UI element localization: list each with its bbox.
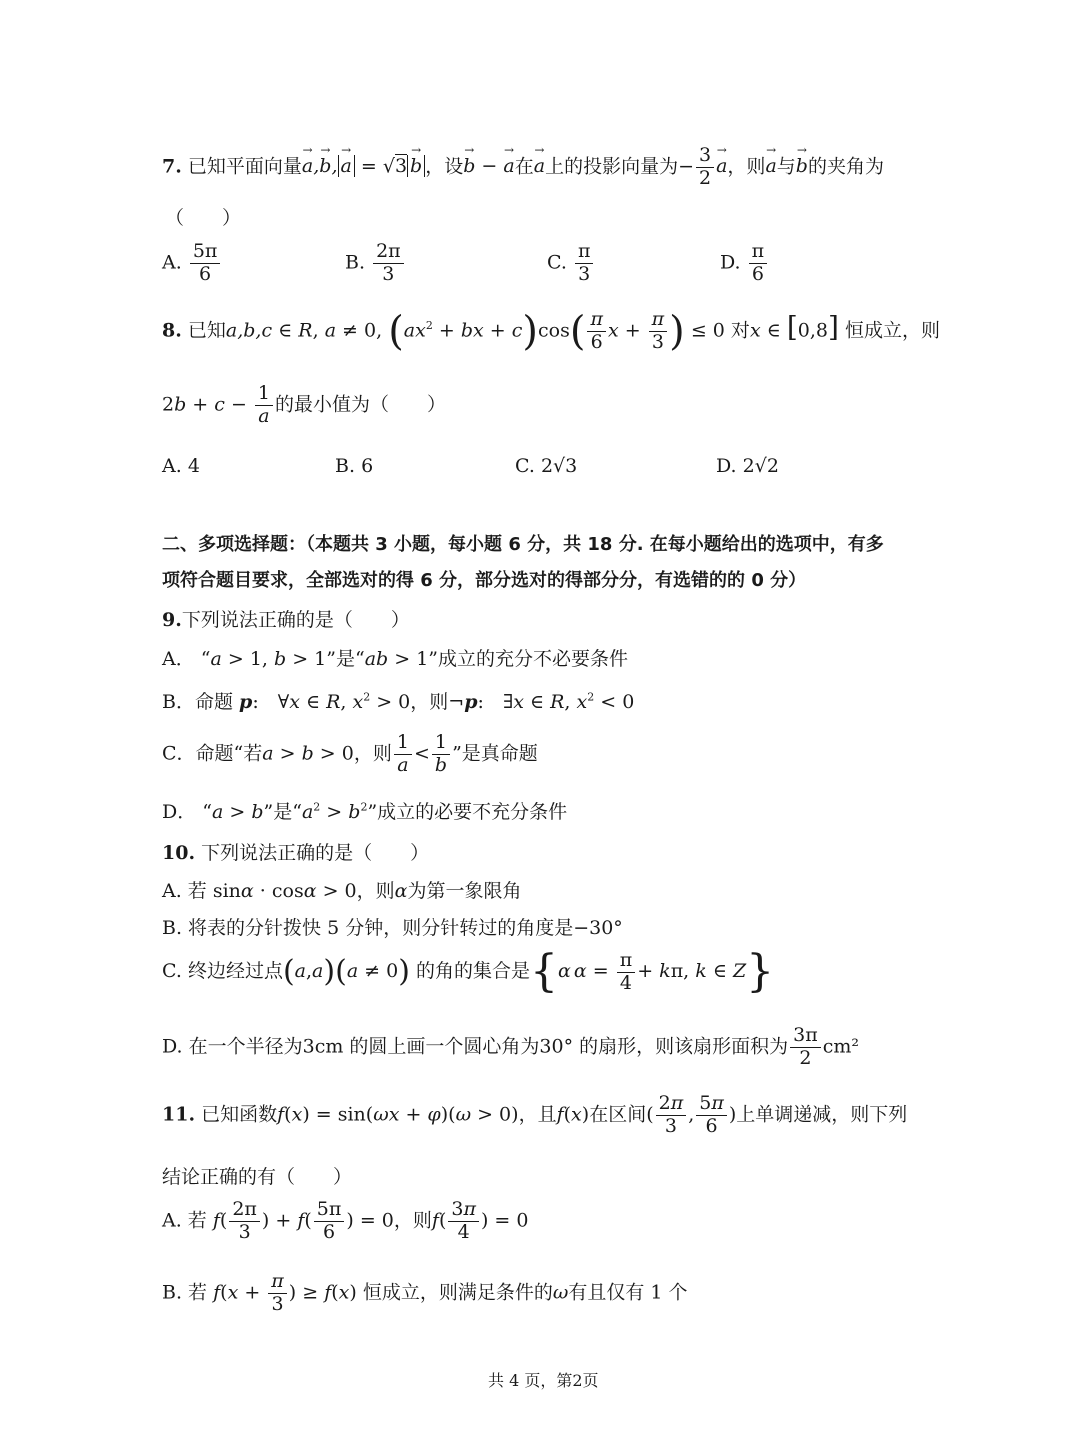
q8-opt-a-value: 4 [187,455,200,477]
q10-c-label: C. 终边经过点 [162,960,283,982]
q11-stem-d: 上单调递减，则下列 [736,1103,908,1126]
q7-opt-b-num: 2π [373,242,404,264]
q11-frac-2pi3: $\frac{2\pi}{3}$ [656,1094,687,1137]
q8-frac-pi3: $\frac{\pi}{3}$ [649,310,668,353]
q9-d-label: D． [162,801,197,823]
q8-opt-c-value: 2√3 [540,455,578,477]
q8-opt-d-value: 2√2 [742,455,779,477]
q7-opt-c-frac [575,242,594,285]
q7-option-a [162,242,222,285]
q11-stem-b: ，且 [518,1103,557,1126]
q7-stem-f: 与 [776,155,796,178]
q7-paren: （ ） [165,207,242,229]
q7-stem-g: 的夹角为 [807,155,884,178]
q7-stem-d: 上的投影向量为 [545,155,679,178]
q8-option-b [335,455,373,477]
q7-vec-b3: → b [796,155,808,177]
q7-vec-a3: → a [765,155,776,177]
q7-opt-d-num: π [749,242,768,264]
q8-opt-d-label: D. [716,455,737,477]
q10-number: 10. [162,842,196,864]
q11-stem-a: 已知函数 [201,1103,278,1126]
q8-stem-a: 已知 [187,319,226,342]
q7-opt-a-den: 6 [199,262,212,285]
q7-option-d [720,242,769,285]
q11-stem-c: 在区间 [589,1103,647,1126]
q10-c-text: 的角的集合是 [416,960,531,982]
q7-opt-c-label: C. [547,251,567,274]
q7-opt-b-frac [373,242,404,285]
q7-stem: 7. 已知平面向量→ a,→ b,→ a = √3→ b ，设→ b − → a在→ a上的投影向量为− $\frac{3}{2}$ → a，则→ a与→ b的夹角为 [162,146,884,189]
q7-abs-a: → a [338,155,355,177]
q8-frac-pi6: $\frac{\pi}{6}$ [587,310,606,353]
q8-option-c [515,455,577,477]
q8-stem-c: 恒成立，则 [844,319,940,342]
q7-vec-ab: → a,→ b, [302,155,338,177]
q10-d-unit: cm² [822,1035,859,1058]
q9-a-text-a: “ [200,648,211,670]
q11-stem: 11. 已知函数f(x) = sin(ωx + φ)(ω > 0)，且f(x)在区间( $\frac{2\pi}{3}$ , $\frac{5\pi}{6}$ )上单调递减，则下列 [162,1092,908,1137]
q7-opt-c-den: 3 [578,262,591,285]
q9-c-label: C．命题“若 [162,742,263,765]
q7-opt-b-den: 3 [382,262,395,285]
q11-a-text: ，则 [393,1209,432,1232]
q11-option-a: A. 若 f( $\frac{2\pi}{3}$ ) + f( $\frac{5\pi}{6}$ ) = 0，则f( $\frac{3\pi}{4}$ ) = 0 [162,1198,529,1243]
q7-stem-b: ，设 [425,155,464,178]
q10-option-c: C. 终边经过点(a,a)(a ≠ 0) 的角的集合是{α α = $\frac{\pi}{4}$ + kπ, k ∈ Z} [162,946,775,997]
q9-b-label: B．命题 [162,691,233,713]
q11-a-frac-3pi4: $\frac{3\pi}{4}$ [448,1200,479,1243]
q8-number: 8. [162,319,182,342]
q9-option-d: D． “a > b”是“$a^2 > b^2$”成立的必要不充分条件 [162,800,568,823]
q10-a-label: A. 若 [162,880,207,902]
q11-b-frac-pi3: $\frac{\pi}{3}$ [268,1272,287,1315]
q10-option-b: B. 将表的分针拨快 5 分钟，则分针转过的角度是−30° [162,917,623,939]
q9-b-text-a: ，则 [410,691,449,713]
q9-a-text-b: ”是“ [326,648,365,670]
q9-a-label: A． [162,648,195,670]
q7-abs-b: → b [407,155,425,177]
q7-number: 7. [162,155,182,178]
q7-opt-d-frac [749,242,768,285]
q11-frac-5pi6: $\frac{5\pi}{6}$ [696,1094,727,1137]
q7-stem-a: 已知平面向量 [187,155,302,178]
page-footer: 共 4 页，第2页 [488,1371,599,1390]
q11-a-frac-5pi6: $\frac{5\pi}{6}$ [314,1200,345,1243]
q7-opt-a-label: A. [162,251,182,274]
q9-number: 9. [162,609,182,631]
q7-stem-e: ，则 [727,155,766,178]
q7-opt-b-label: B. [345,251,366,274]
q8-opt-c-label: C. [515,455,535,477]
q8-cond: a,b,c [225,319,273,342]
q11-a-frac-2pi3: $\frac{2\pi}{3}$ [229,1200,260,1243]
q10-d-frac-3pi2: $\frac{3\pi}{2}$ [790,1026,821,1069]
section2-title-line2: 项符合题目要求，全部选对的得 6 分，部分选对的得部分分，有选错的的 0 分） [162,570,807,591]
q9-c-text-b: ”是真命题 [452,742,538,765]
q7-opt-a-num: 5π [190,242,221,264]
q9-d-text-a: “ [202,801,212,823]
q8-stem-b: 对 [730,319,750,342]
q8-frac-1a: $\frac{1}{a}$ [255,384,273,427]
q7-option-b [345,242,406,285]
q11-line2: 结论正确的有（ ） [162,1166,353,1188]
q11-b-label: B. 若 [162,1281,208,1304]
q7-vec-b-minus-a: → b − → a [463,155,515,177]
q10-option-d [162,1026,859,1069]
q11-a-label: A. 若 [162,1209,207,1232]
q8-option-d [716,455,779,477]
section2-title-line1: 二、多项选择题：（本题共 3 小题，每小题 6 分，共 18 分. 在每小题给出的选项中，有多 [162,534,884,555]
q10-stem-text: 下列说法正确的是（ ） [201,842,430,864]
q8-opt-b-value: 6 [361,455,374,477]
q7-opt-c-num: π [575,242,594,264]
q8-line2-tail: 的最小值为（ ） [275,393,447,416]
q9-option-c: C．命题“若a > b > 0，则 $\frac{1}{a}$ < $\frac{1}{b}$ ”是真命题 [162,731,538,776]
q11-b-tail: 有且仅有 1 个 [568,1281,688,1304]
q8-line2: 2b + c − $\frac{1}{a}$ 的最小值为（ ） [162,382,447,427]
q11-option-b: B. 若 f(x + $\frac{\pi}{3}$ ) ≥ f(x) 恒成立，则满足条件的ω有且仅有 1 个 [162,1270,688,1315]
q9-d-text-c: ”成立的必要不充分条件 [367,801,568,823]
q7-frac-3-2: $\frac{3}{2}$ [696,146,714,189]
q7-opt-d-label: D. [720,251,741,274]
q11-number: 11. [162,1103,196,1126]
q8-stem: 8. 已知a,b,c ∈ R, a ≠ 0, ($ax^2$ + bx + c)cos( $\frac{\pi}{6}$ x + $\frac{\pi}{3}$ ) ≤ 0 对x ∈ [0,8] 恒成立，则 [162,308,940,355]
q9-c-frac-1a: $\frac{1}{a}$ [394,733,412,776]
q10-d-label: D. 在一个半径为3cm 的圆上画一个圆心角为30° 的扇形，则该扇形面积为 [162,1035,789,1058]
q10-a-tail: 为第一象限角 [407,880,522,902]
q7-vec-a: → a [534,155,545,177]
q7-opt-a-frac [190,242,221,285]
q10-stem [162,838,429,865]
q9-d-text-b: ”是“ [263,801,302,823]
q9-c-frac-1b: $\frac{1}{b}$ [432,733,450,776]
q9-c-text-a: ，则 [353,742,392,765]
q9-option-b: B．命题 p: ∀x ∈ R, $x^2 > 0$，则¬p: ∃x ∈ R, $x^2 < 0$ [162,690,635,713]
q10-c-frac-pi4: $\frac{\pi}{4}$ [617,951,636,994]
q9-stem [162,605,410,632]
q7-stem-c: 在 [514,155,534,178]
q8-opt-b-label: B. [335,455,356,477]
q10-option-a: A. 若 sinα · cosα > 0，则α为第一象限角 [162,880,522,902]
q9-stem-text: 下列说法正确的是（ ） [181,609,410,631]
q9-option-a: A． “a > 1, b > 1”是“ab > 1”成立的充分不必要条件 [162,648,629,670]
q7-opt-d-den: 6 [751,262,764,285]
q10-a-text: ，则 [356,880,395,902]
q7-vec-a2: → a [716,155,727,177]
q9-a-text-c: ”成立的充分不必要条件 [428,648,629,670]
q8-option-a [162,455,200,477]
q11-b-text: 恒成立，则满足条件的 [362,1281,553,1304]
q8-opt-a-label: A. [162,455,182,477]
q7-option-c [547,242,595,285]
